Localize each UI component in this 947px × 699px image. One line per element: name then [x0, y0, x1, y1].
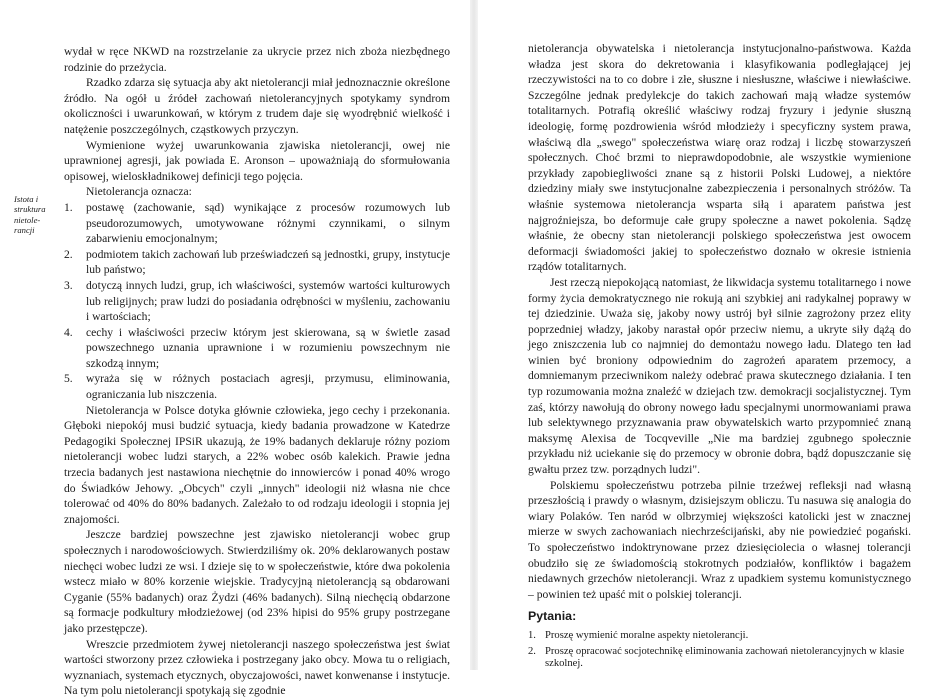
questions-heading: Pytania:: [528, 609, 577, 623]
paragraph-continued: nietolerancja obywatelska i nietolerancja instytucjonalno-państwowa. Każda władza jest skora do dekretowania i klasyfikowania podległającej jej rzeczywistości na to co dobre i złe, słuszne i niesłuszne, właściwe i niewłaściwe. Szczególne jednak predylekcje do takich zachowań mają władze systemów totalitarnych. Potrafią określić właściwy rodzaj fryzury i jedynie słuszną ideologię, formę pozdrowienia wśród młodzieży i specyficzny system prawa, właściwą dla „swego" społeczeństwa wiarę oraz rodzaj i liczbę stowarzyszeń społecznych. Choć brzmi to nieprawdopodobnie, ale wszystkie wymienione przykłady zapobiegliwości znane są z historii Polski Ludowej, a niektóre dziedziny miały swe instytucjonalne zabezpieczenia i personalnych stróżów. Ta właśnie systemowa nietolerancja wsparta siłą i aparatem państwa jest najgroźniejsza, bo deformuje całe grupy społeczne a nawet pokolenia. Sądzę właśnie, że obecny stan nietolerancji polskiego społeczeństwa jest owocem deformacji świadomości jakiej to społeczeństwo doznało w okresie istnienia rządów totalitarnych.: [528, 42, 911, 274]
question-text: Proszę opracować socjotechnikę eliminowania zachowań nietolerancyjnych w klasie szkolnej.: [545, 645, 905, 670]
paragraph: Rzadko zdarza się sytuacja aby akt nietolerancji miał jednoznacznie określone źródło. Na ogół u źródeł zachowań nietolerancyjnych spotykamy syndrom okoliczności i uwarunkowań, w którym z trudem daje się wyodrębnić wielkość i natężenie poszczególnych, cząstkowych przyczyn.: [64, 76, 450, 136]
right-text-column: [528, 41, 911, 602]
question-number: 2.: [528, 645, 536, 657]
paragraph: Polskiemu społeczeństwu potrzeba pilnie trzeźwej refleksji nad własną przeszłością i prawdy o własnym, dzisiejszym obliczu. Tu nasuwa się analogia do wiary Polaków. Ten naród w olbrzymiej większości katolicki jest w znacznej mierze w swych zachowaniach niechrześcijański, aby nie powiedzieć pogański. To społeczeństwo indoktrynowane przez dziesięciolecia o własnej tolerancji obudziło się ze świadomością stokrotnych podziałów, konfliktów i bagażem niedawnych grzechów nietolerancji. Wraz z upadkiem systemu komunistycznego – powinien też upaść mit o polskiej tolerancji.: [528, 478, 911, 601]
list-item-text: podmiotem takich zachowań lub przeświadczeń są jednostki, grupy, instytucje lub państwo;: [86, 247, 450, 277]
question-number: 1.: [528, 630, 536, 641]
question-text: Proszę wymienić moralne aspekty nietolerancji.: [545, 630, 749, 641]
right-page: [478, 0, 947, 670]
list-item-number: 5.: [64, 372, 73, 386]
list-item-text: cechy i właściwości przeciw którym jest skierowana, są w świetle zasad powszechnego uznania uprawnione i w rozumieniu powszechnym nie szkodzą innym;: [86, 325, 450, 370]
paragraph: Jeszcze bardziej powszechne jest zjawisko nietolerancji wobec grup społecznych i narodowościowych. Stwierdziliśmy ok. 20% deklarowanych postaw niechęci wobec ludzi ze wsi. I dzieje się to w społeczeństwie, które dwa pokolenia wstecz miało w 80% korzenie wiejskie. Tradycyjną nietolerancją są obdarowani Cyganie (55% badanych) oraz Żydzi (46% badanych). Silną niechęcią obdarzone są formacje podkultury młodzieżowej (od 23% hipisi do 95% grupy postrzegane jako przestępcze).: [64, 528, 450, 635]
paragraph: Wreszcie przedmiotem żywej nietolerancji naszego społeczeństwa jest świat wartości stworzony przez człowieka i postrzegany jako obcy. Mowa tu o religiach, wyznaniach, systemach etycznych, obyczajowości, nawet konwenanse i instytucje. Na tym polu nietolerancji spotykają się zgodnie: [64, 637, 450, 698]
left-page: [0, 0, 470, 698]
question-item: [528, 646, 911, 671]
left-text-column: [64, 44, 450, 699]
list-item: [64, 325, 450, 372]
list-item: [64, 371, 450, 402]
list-item-text: dotyczą innych ludzi, grup, ich właściwości, systemów wartości kulturowych lub religijnych; praw ludzi do posiadania odrębności w myśleniu, zachowaniu i wartościach;: [86, 278, 450, 324]
list-item-number: 2.: [64, 247, 73, 261]
list-item-number: 3.: [64, 278, 73, 292]
paragraph-continued: wydał w ręce NKWD na rozstrzelanie za ukrycie przez nich zboża niezbędnego rodzinie do przeżycia.: [64, 45, 450, 74]
questions-list: [528, 630, 911, 674]
list-item: [64, 247, 450, 278]
list-item-number: 1.: [64, 200, 73, 214]
question-item: [528, 630, 911, 643]
paragraph: Wymienione wyżej uwarunkowania zjawiska nietolerancji, owej nie uprawnionej agresji, jak powiada E. Aronson – upoważniają do sformułowania opisowej, wieloskładnikowej definicji tego pojęcia.: [64, 138, 450, 183]
list-intro: Nietolerancja oznacza:: [86, 185, 192, 199]
list-item: [64, 200, 450, 247]
paragraph: Jest rzeczą niepokojącą natomiast, że likwidacja systemu totalitarnego i nowe formy życia demokratycznego nie rokują ani szybkiej ani radykalnej poprawy w tej dziedzinie. Uważa się, jakoby nowy ustrój był silnie zagrożony przez elity poprzedniej władzy, jakoby narastał opór przeciw niemu, a ukryte siły dążą do jego zniszczenia lub co najmniej do demontażu nowego ładu. Dlatego ten ład winien być broniony odpowiednim do zagrożeń aparatem przemocy, a domniemanym przeciwnikom należy odebrać prawa skutecznego działania. I ten typ rozumowania można znaleźć w dziejach tzw. demokracji socjalistycznej. Tym zaś, którzy nawołują do obrony nowego ładu specjalnymi unormowaniami prawa lub selektywnego przyznawania praw obywatelskich warto przypomnieć znaną maksymę Alexisa de Tocqveville „Nie ma bardziej zgubnego społecznie przykładu niż uciekanie się do przemocy w obronie dobra, bądź dopuszczanie się gwałtu przez tzw. porządnych ludzi".: [528, 275, 911, 477]
list-item-text: wyraża się w różnych postaciach agresji, przymusu, eliminowania, ograniczania lub niszczenia.: [86, 372, 450, 402]
list-item: [64, 278, 450, 325]
definition-list: [64, 200, 450, 403]
margin-note: Istota i struktura nietole-rancji: [14, 194, 46, 236]
book-gutter: [470, 0, 478, 670]
list-item-number: 4.: [64, 325, 73, 339]
list-item-text: postawę (zachowanie, sąd) wynikające z procesów rozumowych lub pseudorozumowych, umotywowane różnymi czynnikami, o silnym zabarwieniu emocjonalnym;: [86, 200, 450, 246]
paragraph: Nietolerancja w Polsce dotyka głównie człowieka, jego cechy i przekonania. Głęboki niepokój musi budzić sytuacja, kiedy badania prowadzone w Katedrze Pedagogiki Społecznej IPSiR ukazują, że 19% badanych deklaruje różny poziom nietolerancji wobec ludzi starych, a 22% wobec osób kalekich. Prawie jedna trzecia badanych jest nastawiona niechętnie do innowierców i ponad 40% wrogo do Świadków Jehowy. „Obcych" czyli „innych" ideologii niż własna nie chce tolerować od 40% do 80% badanych. Zależało to od rodzaju ideologii i stopnia jej znajomości.: [64, 403, 450, 526]
